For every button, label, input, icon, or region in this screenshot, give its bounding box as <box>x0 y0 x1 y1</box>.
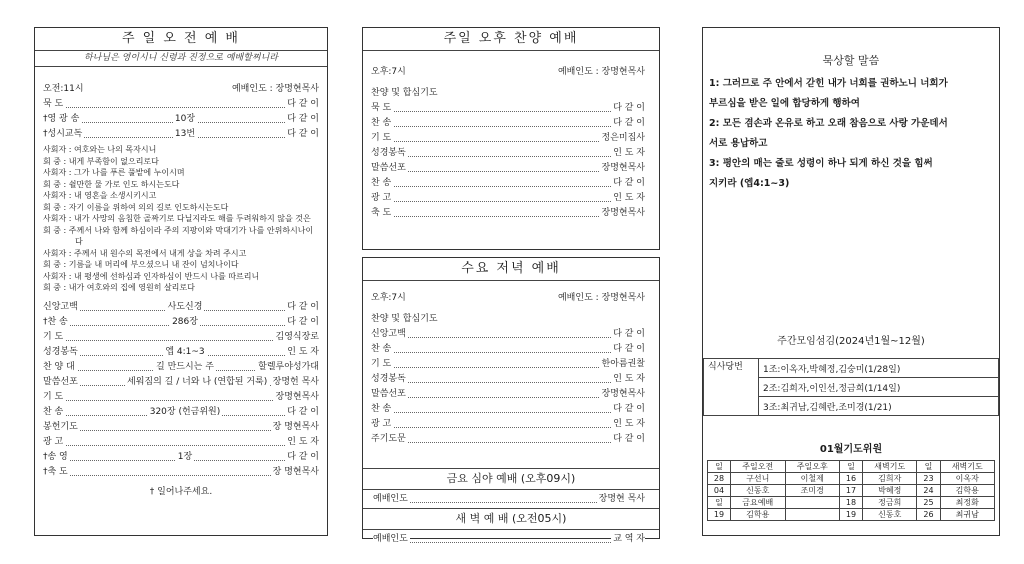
order-detail: 1장 <box>177 451 193 462</box>
order-person: 다 같 이 <box>285 112 319 127</box>
wednesday-leader: 예배인도 : 장명현목사 <box>557 293 645 303</box>
order-label: 찬 송 <box>371 402 393 417</box>
order-row <box>43 390 319 405</box>
order-row <box>371 116 645 131</box>
order-label: 찬 송 <box>371 116 393 131</box>
morning-footer: † 일어나주세요. <box>149 486 213 497</box>
order-label: 말씀선포 <box>371 387 408 402</box>
order-person: 장명헌 목사 <box>271 375 319 390</box>
order-row <box>43 300 319 315</box>
order-row <box>43 330 319 345</box>
order-label: 찬 송 <box>371 342 393 357</box>
order-detail: 사도신경 <box>167 301 203 312</box>
order-row <box>43 112 319 127</box>
prayer-cell: 26 <box>917 509 940 521</box>
responsive-line: 회 중 : 쉴만한 물 가로 인도 하시는도다 <box>43 179 180 189</box>
responsive-line: 회 중 : 기름을 내 머리에 부으셨으니 내 잔이 넘치나이다 <box>43 260 239 269</box>
order-label: 광 고 <box>43 435 65 450</box>
prayer-cell: 최귀남 <box>940 509 995 521</box>
prayer-cell: 25 <box>917 497 940 509</box>
order-row <box>43 345 319 360</box>
order-row <box>43 97 319 112</box>
responsive-line: 사회자 : 내가 사망의 음침한 골짜기로 다닐지라도 해를 두려워하지 않을 것은 <box>43 214 311 223</box>
meditation-line: 2: 모든 겸손과 온유로 하고 오래 참음으로 사랑 가운데서 <box>709 118 948 129</box>
responsive-line: 회 중 : 내게 부족함이 없으리로다 <box>43 156 159 166</box>
order-person: 다 같 이 <box>611 432 645 447</box>
groups-table <box>703 358 999 416</box>
prayer-header-cell: 새벽기도 <box>863 461 917 473</box>
prayer-title: 01월기도위원 <box>819 444 883 455</box>
afternoon-order <box>371 101 645 221</box>
order-row <box>371 357 645 372</box>
prayer-cell: 박혜정 <box>863 485 917 497</box>
morning-title: 주 일 오 전 예 배 <box>35 28 327 51</box>
order-label: †축 도 <box>43 465 70 480</box>
order-row <box>371 327 645 342</box>
order-label: 광 고 <box>371 191 393 206</box>
meditation-verses <box>703 74 999 194</box>
meditation-line: 지키라 (엡4:1~3) <box>709 178 790 189</box>
order-label: 찬 송 <box>371 176 393 191</box>
order-row <box>371 372 645 387</box>
responsive-reading <box>43 144 319 294</box>
morning-subtitle: 하나님은 영이시니 신령과 진정으로 예배할찌니라 <box>35 51 327 67</box>
order-row <box>43 435 319 450</box>
order-person: 다 같 이 <box>285 97 319 112</box>
order-row <box>371 387 645 402</box>
prayer-cell: 19 <box>839 509 862 521</box>
meditation-line: 서로 용납하고 <box>709 138 768 149</box>
wednesday-time: 오후:7시 <box>371 293 406 303</box>
dawn-row: 예배인도 교 역 자 <box>373 530 645 548</box>
prayer-table <box>707 460 995 521</box>
prayer-header-cell: 일 <box>708 461 731 473</box>
prayer-cell: 04 <box>708 485 731 497</box>
prayer-cell: 일 <box>708 497 731 509</box>
prayer-cell: 17 <box>839 485 862 497</box>
prayer-header-cell: 일 <box>839 461 862 473</box>
order-label: 신앙고백 <box>43 300 80 315</box>
order-row <box>371 176 645 191</box>
order-label: 묵 도 <box>43 97 65 112</box>
order-person: 장명현목사 <box>274 390 319 405</box>
prayer-cell: 구선니 <box>731 473 785 485</box>
morning-service-panel <box>34 27 328 536</box>
order-label: †송 영 <box>43 450 70 465</box>
order-person: 다 같 이 <box>611 402 645 417</box>
order-row <box>371 417 645 432</box>
order-person: 인 도 자 <box>611 191 645 206</box>
group-row: 2조:김희자,이인선,정금희(1/14일) <box>759 378 999 397</box>
order-person: 인 도 자 <box>285 345 319 360</box>
prayer-row <box>708 509 995 521</box>
friday-title: 금요 심야 예배 (오후09시) <box>363 468 659 490</box>
order-person: 김영식장로 <box>274 330 319 345</box>
order-label: 기 도 <box>371 131 393 146</box>
order-row <box>43 315 319 330</box>
order-detail: 엡 4:1~3 <box>165 346 205 357</box>
prayer-cell: 정금희 <box>863 497 917 509</box>
order-person: 다 같 이 <box>611 327 645 342</box>
prayer-cell <box>785 509 839 521</box>
meditation-line: 3: 평안의 매는 줄로 성령이 하나 되게 하신 것을 힘써 <box>709 158 933 169</box>
order-person: 다 같 이 <box>611 176 645 191</box>
order-person: 장명현목사 <box>600 206 645 221</box>
prayer-cell: 이철제 <box>785 473 839 485</box>
meditation-line: 부르심을 받은 일에 합당하게 행하여 <box>709 98 860 109</box>
order-person: 인 도 자 <box>611 372 645 387</box>
order-label: †성시교독 <box>43 127 84 142</box>
responsive-line: 회 중 : 자기 이름을 위하여 의의 길로 인도하시는도다 <box>43 202 229 212</box>
responsive-line: 사회자 : 내 평생에 선하심과 인자하심이 반드시 나를 따르리니 <box>43 271 260 281</box>
prayer-cell: 16 <box>839 473 862 485</box>
groups-title: 주간모임섬김(2024년1월~12월) <box>777 336 925 347</box>
order-row <box>43 420 319 435</box>
order-person: 다 같 이 <box>611 116 645 131</box>
responsive-line: 사회자 : 여호와는 나의 목자시니 <box>43 145 157 154</box>
order-person: 다 같 이 <box>611 342 645 357</box>
prayer-cell: 김학용 <box>940 485 995 497</box>
order-row <box>43 450 319 465</box>
order-label: 광 고 <box>371 417 393 432</box>
order-detail: 286장 <box>172 316 198 327</box>
group-row: 3조:최귀남,김혜란,조미경(1/21) <box>759 397 999 416</box>
order-detail: 320장 (헌금위원) <box>149 406 221 417</box>
prayer-cell: 신동호 <box>731 485 785 497</box>
order-person: 장명현목사 <box>600 161 645 176</box>
order-row <box>371 101 645 116</box>
order-detail: 10장 <box>174 114 196 124</box>
prayer-cell: 28 <box>708 473 731 485</box>
prayer-cell: 18 <box>839 497 862 509</box>
prayer-header-cell: 주일오후 <box>785 461 839 473</box>
prayer-cell <box>785 497 839 509</box>
order-label: 말씀선포 <box>371 161 408 176</box>
responsive-line: 사회자 : 내 영혼을 소생시키시고 <box>43 191 157 200</box>
order-person: 다 같 이 <box>285 300 319 315</box>
order-person: 다 같 이 <box>285 315 319 330</box>
morning-time: 오전:11시 <box>43 84 84 94</box>
order-person: 정은미집사 <box>600 131 645 146</box>
groups-label: 식사당번 <box>704 359 759 416</box>
order-person: 인 도 자 <box>611 146 645 161</box>
order-row <box>43 465 319 480</box>
order-person: 장 명현목사 <box>271 420 319 435</box>
responsive-line: 회 중 : 주께서 나와 함께 하심이라 주의 지팡이와 막대기가 나를 안위하시나이다 <box>43 225 314 246</box>
prayer-cell: 19 <box>708 509 731 521</box>
prayer-row <box>708 473 995 485</box>
morning-order-bottom <box>43 300 319 480</box>
afternoon-opening: 찬양 및 합심기도 <box>371 88 438 98</box>
prayer-cell: 금요예배 <box>731 497 785 509</box>
order-row <box>43 405 319 420</box>
order-person: 장명현목사 <box>600 387 645 402</box>
order-label: 기 도 <box>43 330 65 345</box>
prayer-cell: 신동호 <box>863 509 917 521</box>
order-row <box>371 402 645 417</box>
right-column-panel <box>702 27 1000 536</box>
prayer-header-cell: 일 <box>917 461 940 473</box>
prayer-cell: 김학용 <box>731 509 785 521</box>
group-row: 1조:이옥자,박혜정,김숭미(1/28일) <box>759 359 999 378</box>
prayer-cell: 23 <box>917 473 940 485</box>
order-detail: 길 만드시는 주 <box>156 361 214 372</box>
responsive-line: 사회자 : 주께서 내 원수의 목전에서 내게 상을 차려 주시고 <box>43 248 247 258</box>
meditation-line: 1: 그러므로 주 안에서 갇힌 내가 너희를 권하노니 너희가 <box>709 78 948 89</box>
prayer-cell: 이옥자 <box>940 473 995 485</box>
order-person: 다 같 이 <box>611 101 645 116</box>
order-row <box>371 342 645 357</box>
order-person: 다 같 이 <box>285 127 319 142</box>
order-person: 인 도 자 <box>285 435 319 450</box>
order-row <box>371 206 645 221</box>
prayer-cell: 김희자 <box>863 473 917 485</box>
prayer-row <box>708 485 995 497</box>
order-label: 신앙고백 <box>371 327 408 342</box>
order-person: 할렐루야성가대 <box>256 360 319 375</box>
order-label: 말씀선포 <box>43 375 80 390</box>
order-label: 묵 도 <box>371 101 393 116</box>
order-person: 장 명현목사 <box>271 465 319 480</box>
order-person: 인 도 자 <box>611 417 645 432</box>
order-row <box>371 131 645 146</box>
order-person: 다 같 이 <box>285 405 319 420</box>
prayer-header-cell: 새벽기도 <box>940 461 995 473</box>
responsive-line: 사회자 : 그가 나를 푸른 풀밭에 누이시며 <box>43 168 185 177</box>
wednesday-order <box>371 327 645 447</box>
order-label: 찬 양 대 <box>43 360 77 375</box>
order-detail: 세워짐의 길 / 너와 나 (연합된 거룩) <box>127 376 268 387</box>
afternoon-title: 주일 오후 찬양 예배 <box>363 28 659 51</box>
order-label: 축 도 <box>371 206 393 221</box>
prayer-cell: 24 <box>917 485 940 497</box>
order-row <box>371 191 645 206</box>
friday-row: 예배인도 장명현 목사 <box>373 490 645 508</box>
afternoon-time: 오후:7시 <box>371 67 406 77</box>
morning-leader: 예배인도 : 장명현목사 <box>231 84 319 94</box>
afternoon-leader: 예배인도 : 장명현목사 <box>557 67 645 77</box>
order-row <box>371 161 645 176</box>
prayer-row <box>708 497 995 509</box>
meditation-title: 묵상할 말씀 <box>822 54 880 67</box>
order-label: 찬 송 <box>43 405 65 420</box>
dawn-title: 새 벽 예 배 (오전05시) <box>363 508 659 530</box>
wednesday-title: 수요 저녁 예배 <box>363 258 659 281</box>
order-label: 성경봉독 <box>371 146 408 161</box>
prayer-cell: 조미경 <box>785 485 839 497</box>
wednesday-opening: 찬양 및 합심기도 <box>371 314 438 324</box>
order-label: 성경봉독 <box>43 345 80 360</box>
order-row <box>371 432 645 447</box>
morning-order-top <box>43 97 319 142</box>
order-label: †찬 송 <box>43 315 70 330</box>
prayer-cell: 최정화 <box>940 497 995 509</box>
order-person: 다 같 이 <box>285 450 319 465</box>
order-row <box>371 146 645 161</box>
order-person: 한아름권찰 <box>600 357 645 372</box>
order-label: 기 도 <box>371 357 393 372</box>
order-label: †영 광 송 <box>43 112 81 127</box>
order-detail: 13번 <box>174 129 196 139</box>
order-row <box>43 360 319 375</box>
order-label: 기 도 <box>43 390 65 405</box>
order-row <box>43 375 319 390</box>
order-label: 성경봉독 <box>371 372 408 387</box>
order-label: 주기도문 <box>371 432 408 447</box>
responsive-line: 회 중 : 내가 여호와의 집에 영원히 살리로다 <box>43 283 195 292</box>
wednesday-service-panel <box>362 257 660 544</box>
order-label: 봉헌기도 <box>43 420 80 435</box>
order-row <box>43 127 319 142</box>
prayer-header-cell: 주일오전 <box>731 461 785 473</box>
afternoon-service-panel <box>362 27 660 250</box>
